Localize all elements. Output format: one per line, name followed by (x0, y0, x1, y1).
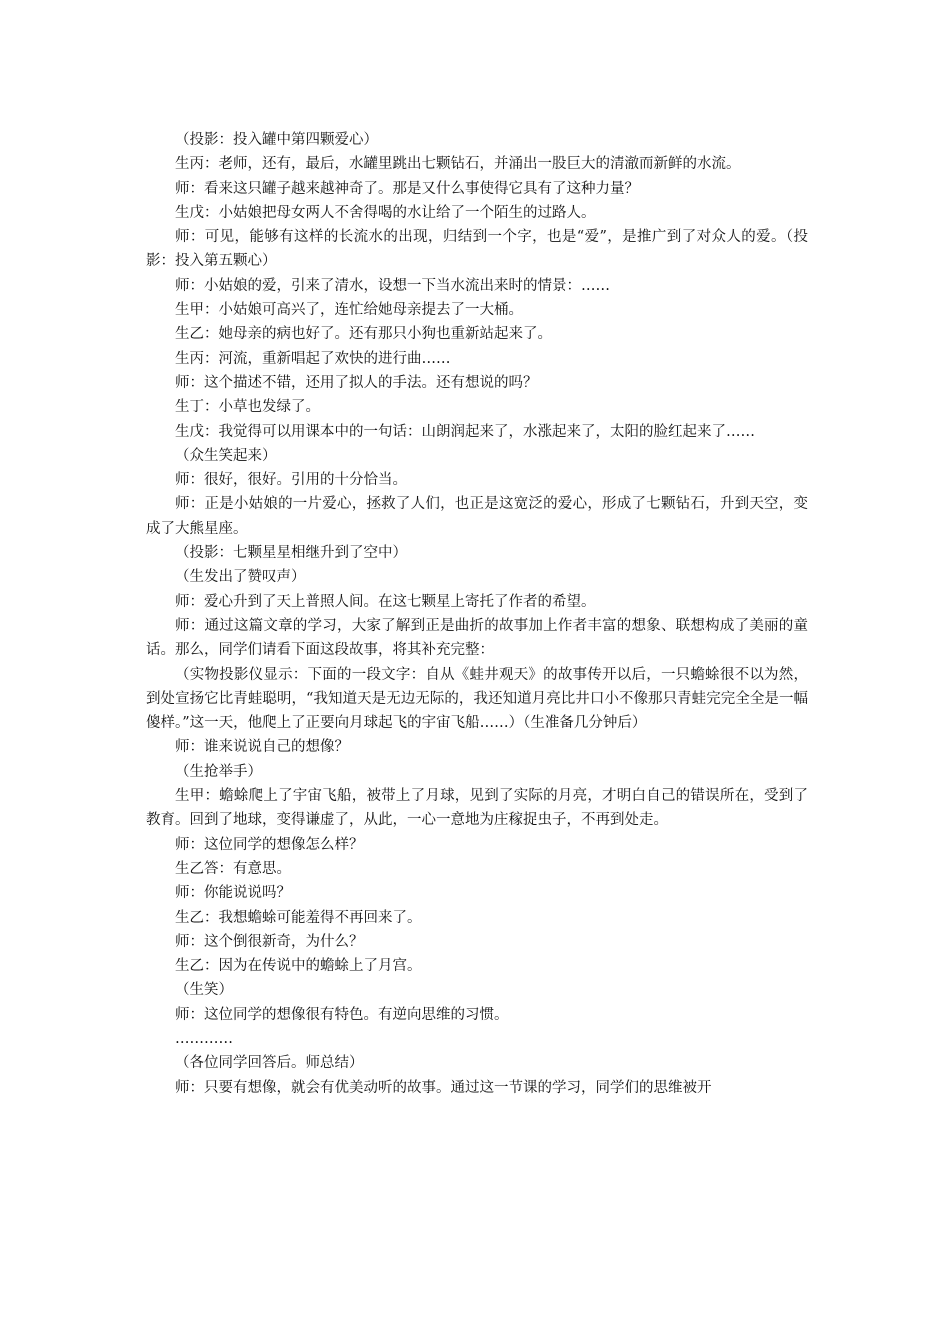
paragraph: 生甲：蟾蜍爬上了宇宙飞船，被带上了月球，见到了实际的月亮，才明白自己的错误所在，受到了教育。回到了地球，变得谦虚了，从此，一心一意地为庄稼捉虫子，不再到处走。 (146, 788, 808, 829)
paragraph: 师：这位同学的想像怎么样？ (175, 836, 364, 853)
paragraph: 生乙：她母亲的病也好了。还有那只小狗也重新站起来了。 (175, 326, 552, 343)
paragraph: （投影：投入罐中第四颗爱心） (175, 132, 378, 148)
paragraph: 师：可见，能够有这样的长流水的出现，归结到一个字，也是“爱”，是推广到了对众人的爱。（投影：投入第五颗心） (146, 229, 808, 270)
paragraph: 生乙：因为在传说中的蟾蜍上了月宫。 (175, 958, 422, 975)
paragraph: 生丙：老师，还有，最后，水罐里跳出七颗钻石，并涌出一股巨大的清澈而新鲜的水流。 (175, 156, 741, 173)
paragraph: 师：这个描述不错，还用了拟人的手法。还有想说的吗？ (175, 374, 538, 391)
paragraph: 生丙：河流，重新唱起了欢快的进行曲…… (175, 350, 451, 367)
paragraph: 生戊：我觉得可以用课本中的一句话：山朗润起来了，水涨起来了，太阳的脸红起来了…… (175, 423, 755, 440)
paragraph: 生戊：小姑娘把母女两人不舍得喝的水让给了一个陌生的过路人。 (175, 204, 596, 221)
paragraph: 师：你能说说吗？ (175, 885, 291, 902)
paragraph: （生发出了赞叹声） (175, 569, 306, 586)
paragraph: （生抢举手） (175, 763, 262, 780)
paragraph: 师：爱心升到了天上普照人间。在这七颗星上寄托了作者的希望。 (175, 593, 596, 610)
paragraph: 生丁：小草也发绿了。 (175, 399, 320, 416)
paragraph: 师：只要有想像，就会有优美动听的故事。通过这一节课的学习，同学们的思维被开 (175, 1079, 712, 1096)
paragraph: 师：很好，很好。引用的十分恰当。 (175, 472, 407, 489)
paragraph: 师：正是小姑娘的一片爱心，拯救了人们，也正是这宽泛的爱心，形成了七颗钻石，升到天空，变成了大熊星座。 (146, 496, 808, 537)
paragraph: 生甲：小姑娘可高兴了，连忙给她母亲提去了一大桶。 (175, 302, 523, 319)
paragraph: 师：这个倒很新奇，为什么？ (175, 933, 364, 950)
paragraph: （投影：七颗星星相继升到了空中） (175, 545, 407, 562)
paragraph: 师：这位同学的想像很有特色。有逆向思维的习惯。 (175, 1006, 509, 1023)
paragraph: 师：谁来说说自己的想像？ (175, 739, 349, 756)
paragraph: （众生笑起来） (175, 447, 277, 464)
paragraph: 师：小姑娘的爱，引来了清水，设想一下当水流出来时的情景：…… (175, 277, 610, 294)
paragraph: 师：看来这只罐子越来越神奇了。那是又什么事使得它具有了这种力量？ (175, 180, 639, 197)
paragraph: （实物投影仪显示：下面的一段文字：自从《蛙井观天》的故事传开以后，一只蟾蜍很不以为然，到处宣扬它比青蛙聪明，“我知道天是无边无际的，我还知道月亮比井口小不像那只青蛙完完全全是一幅傻样。”这一天，他爬上了正要向月球起飞的宇宙飞船……）（生准备几分钟后） (146, 666, 808, 732)
paragraph: ………… (175, 1030, 233, 1047)
paragraph: 生乙：我想蟾蜍可能羞得不再回来了。 (175, 909, 422, 926)
document-body (146, 128, 808, 1100)
paragraph: 生乙答：有意思。 (175, 860, 291, 877)
paragraph: （生笑） (175, 982, 233, 999)
paragraph: （各位同学回答后。师总结） (175, 1055, 364, 1072)
paragraph: 师：通过这篇文章的学习，大家了解到正是曲折的故事加上作者丰富的想象、联想构成了美丽的童话。那么，同学们请看下面这段故事，将其补充完整： (146, 617, 808, 659)
